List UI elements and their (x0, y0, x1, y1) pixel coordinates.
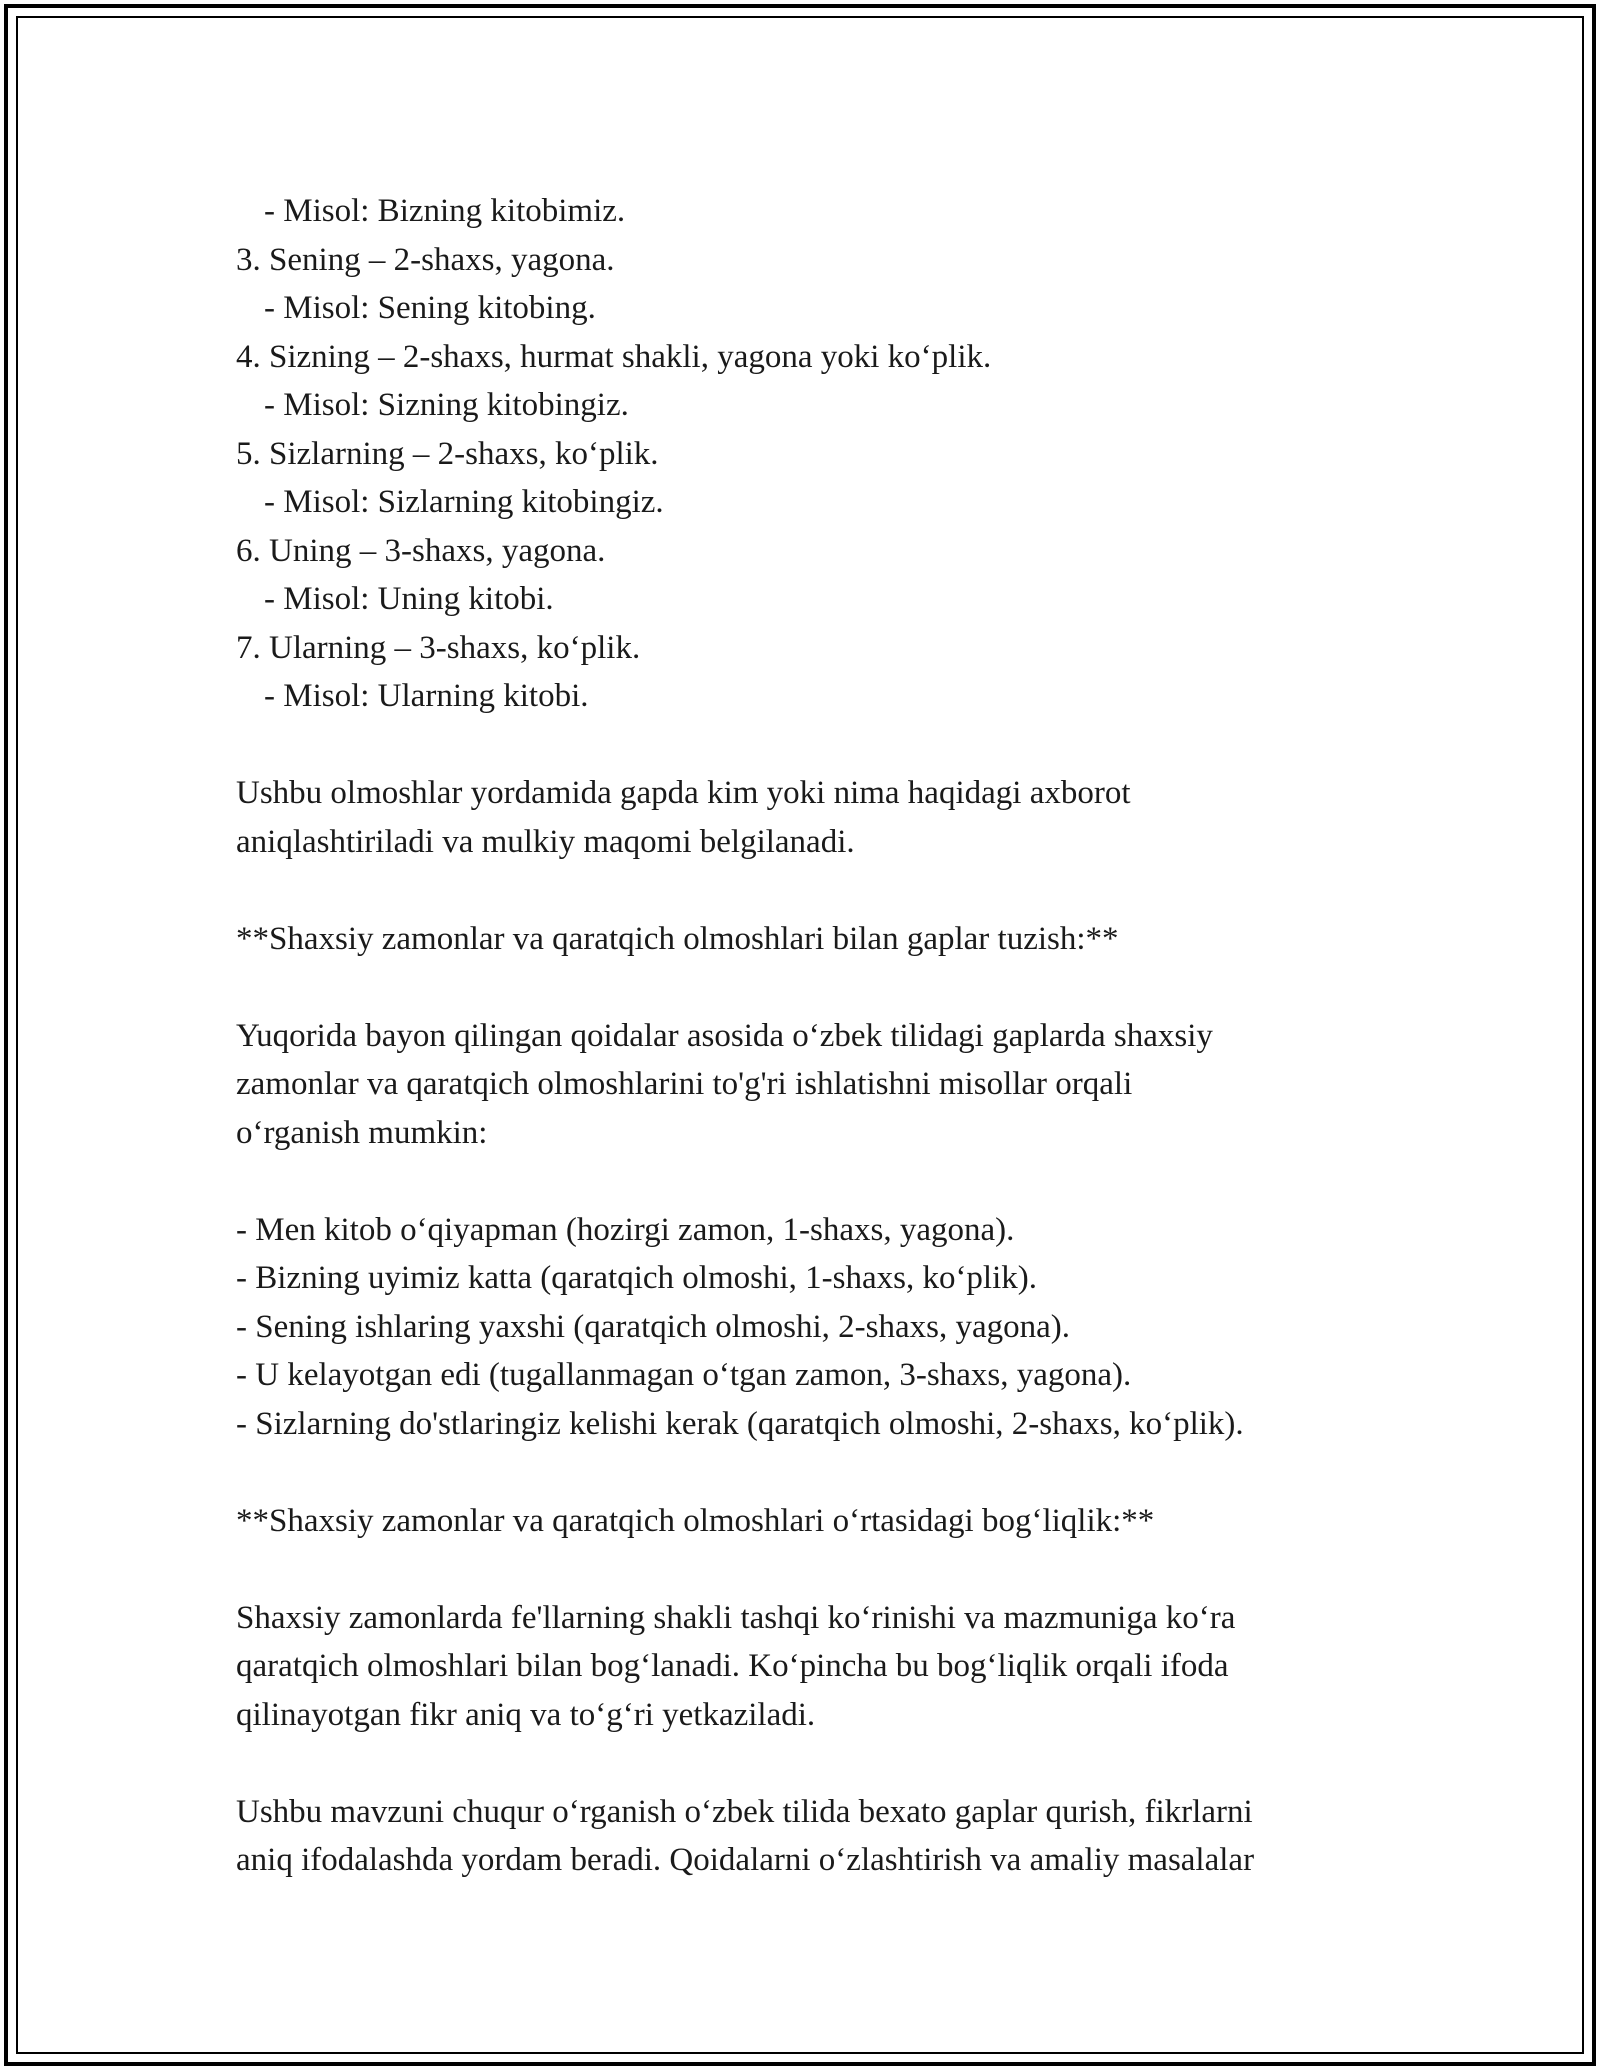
blank-line (236, 1157, 1396, 1206)
paragraph-line: Yuqorida bayon qilingan qoidalar asosida oʻzbek tilidagi gaplarda shaxsiy (236, 1017, 1213, 1054)
blank-line (236, 1545, 1396, 1594)
paragraph-line: oʻrganish mumkin: (236, 1114, 488, 1151)
list-item-line: 7. Ularning – 3-shaxs, koʻplik. (236, 629, 641, 666)
paragraph-line: Ushbu olmoshlar yordamida gapda kim yoki nima haqidagi axborot (236, 775, 1131, 811)
example-sentences-list (236, 1206, 1396, 1449)
example-sentence: - Bizning uyimiz katta (qaratqich olmoshi, 1-shaxs, koʻplik). (236, 1260, 1038, 1296)
paragraph-line: zamonlar va qaratqich olmoshlarini to'g'ri ishlatishni misollar orqali (236, 1066, 1133, 1102)
list-example-line: - Misol: Uning kitobi. (264, 581, 554, 617)
list-example-line: - Misol: Bizning kitobimiz. (264, 193, 626, 229)
example-sentence: - Sizlarning do'stlaringiz kelishi kerak (qaratqich olmoshi, 2-shaxs, koʻplik). (236, 1405, 1244, 1442)
paragraph-qoidalar (236, 1012, 1396, 1158)
list-item-line: 4. Sizning – 2-shaxs, hurmat shakli, yagona yoki koʻplik. (236, 338, 992, 375)
paragraph-line: qaratqich olmoshlari bilan bogʻlanadi. Koʻpincha bu bogʻliqlik orqali ifoda (236, 1648, 1229, 1684)
paragraph-mavzu (236, 1788, 1396, 1885)
list-example-line: - Misol: Sizning kitobingiz. (264, 387, 629, 423)
pronoun-list (236, 187, 1396, 721)
section-heading: **Shaxsiy zamonlar va qaratqich olmoshlari bilan gaplar tuzish:** (236, 920, 1119, 957)
paragraph-line: qilinayotgan fikr aniq va toʻgʻri yetkaziladi. (236, 1696, 816, 1733)
list-example-line: - Misol: Sening kitobing. (264, 290, 596, 326)
example-sentence: - U kelayotgan edi (tugallanmagan oʻtgan zamon, 3-shaxs, yagona). (236, 1357, 1132, 1393)
blank-line (236, 1448, 1396, 1497)
list-example-line: - Misol: Ularning kitobi. (264, 678, 589, 714)
paragraph-line: aniq ifodalashda yordam beradi. Qoidalarni oʻzlashtirish va amaliy masalalar (236, 1842, 1255, 1878)
example-sentence: - Sening ishlaring yaxshi (qaratqich olmoshi, 2-shaxs, yagona). (236, 1308, 1071, 1345)
list-item-line: 6. Uning – 3-shaxs, yagona. (236, 532, 606, 569)
document-body (236, 187, 1396, 1885)
blank-line (236, 721, 1396, 770)
paragraph-line: aniqlashtiriladi va mulkiy maqomi belgilanadi. (236, 823, 855, 860)
blank-line (236, 866, 1396, 915)
paragraph-bogliqlik (236, 1594, 1396, 1740)
list-example-line: - Misol: Sizlarning kitobingiz. (264, 484, 664, 520)
blank-line (236, 963, 1396, 1012)
paragraph-line: Shaxsiy zamonlarda fe'llarning shakli tashqi koʻrinishi va mazmuniga koʻra (236, 1599, 1236, 1636)
list-item-line: 3. Sening – 2-shaxs, yagona. (236, 241, 615, 278)
section-heading: **Shaxsiy zamonlar va qaratqich olmoshlari oʻrtasidagi bogʻliqlik:** (236, 1502, 1155, 1539)
blank-line (236, 1739, 1396, 1788)
paragraph-line: Ushbu mavzuni chuqur oʻrganish oʻzbek tilida bexato gaplar qurish, fikrlarni (236, 1793, 1253, 1830)
example-sentence: - Men kitob oʻqiyapman (hozirgi zamon, 1-shaxs, yagona). (236, 1211, 1015, 1248)
list-item-line: 5. Sizlarning – 2-shaxs, koʻplik. (236, 435, 659, 472)
paragraph-olmoshlar (236, 769, 1396, 866)
